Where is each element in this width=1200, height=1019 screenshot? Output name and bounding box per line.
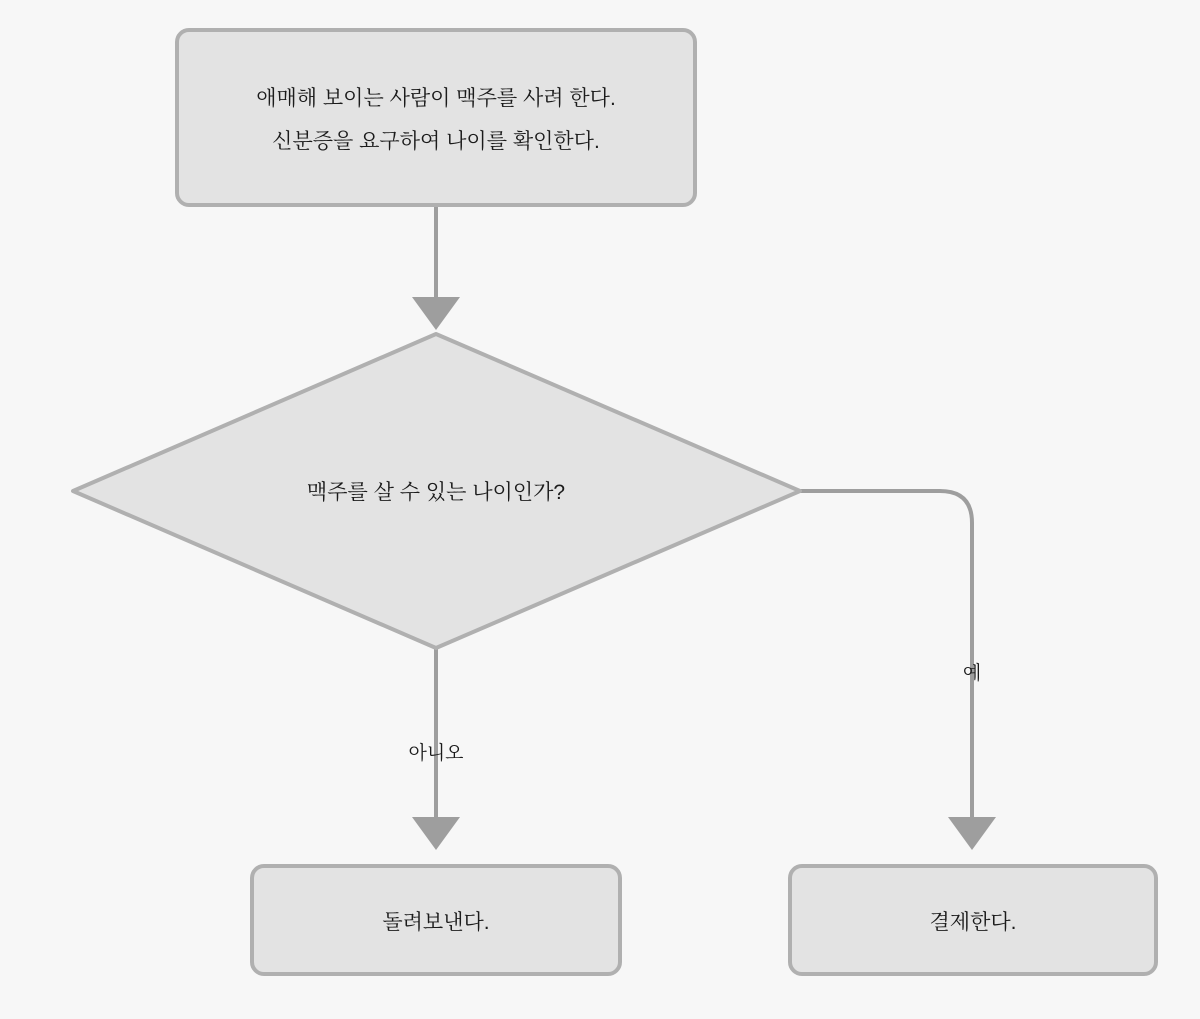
node-decision[interactable] [73, 334, 800, 648]
edge-decision-to-reject [408, 648, 463, 850]
node-reject-label: 돌려보낸다. [382, 911, 490, 934]
edge-start-to-decision [412, 205, 460, 330]
edge-label-yes: 예 [962, 663, 982, 684]
node-pay[interactable] [790, 866, 1156, 974]
node-start-line-2: 신분증을 요구하여 나이를 확인한다. [272, 130, 600, 153]
node-start-line-1: 애매해 보이는 사람이 맥주를 사려 한다. [256, 87, 616, 110]
edge-decision-to-pay [800, 491, 996, 850]
node-start[interactable] [177, 30, 695, 205]
node-decision-label: 맥주를 살 수 있는 나이인가? [306, 481, 566, 504]
node-reject[interactable] [252, 866, 620, 974]
edge-label-no: 아니오 [408, 743, 464, 764]
node-pay-label: 결제한다. [929, 911, 1017, 934]
